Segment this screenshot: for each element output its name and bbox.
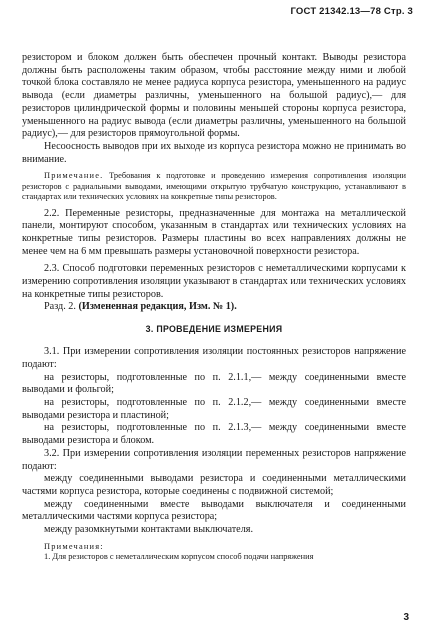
paragraph-3-2: 3.2. При измерении сопротивления изоляции переменных резисторов напряжение подают:	[22, 447, 406, 472]
note-1-label: Примечание.	[44, 171, 104, 181]
notes-item-1: 1. Для резисторов с неметаллическим корпусом способ подачи напряжения	[44, 552, 314, 562]
paragraph-misalignment: Несоосность выводов при их выходе из корпуса резистора можно не принимать во внимание.	[22, 140, 406, 165]
paragraph-3-2-item-3: между разомкнутыми контактами выключателя.	[44, 524, 254, 536]
page-number: 3	[403, 612, 409, 623]
paragraph-3-1-item-1: на резисторы, подготовленные по п. 2.1.1,— между соединенными вместе выводами и фольгой;	[22, 371, 406, 396]
running-header: ГОСТ 21342.13—78 Стр. 3	[290, 6, 413, 17]
paragraph-3-1-item-3: на резисторы, подготовленные по п. 2.1.3,— между соединенными вместе выводами резистора и блоком.	[22, 422, 406, 447]
paragraph-2-2: 2.2. Переменные резисторы, предназначенные для монтажа на металлической панели, монтируют способом, указанным в стандартах или технических условиях на конкретные типы резисторов. Размеры пластины во всех направлениях должны не менее чем на 6 мм превышать размеры установочной поверхности резистора.	[22, 207, 406, 257]
note-1-text: Требования к подготовке и проведению измерения сопротивления изоляции резисторов с радиальными выводами, имеющими открытую трубчатую конструкцию, устанавливают в стандартах или технических условиях на конкретные типы резисторов.	[22, 171, 406, 202]
notes-label: Примечания:	[44, 541, 104, 551]
note-1	[22, 171, 406, 202]
amendment-note	[22, 301, 406, 314]
section-title: 3. ПРОВЕДЕНИЕ ИЗМЕРЕНИЯ	[145, 324, 283, 335]
amendment-text: (Измененная редакция, Изм. № 1).	[78, 301, 237, 313]
paragraph-3-1: 3.1. При измерении сопротивления изоляции постоянных резисторов напряжение подают:	[22, 346, 406, 370]
paragraph-2-3: 2.3. Способ подготовки переменных резисторов с неметаллическими корпусами к измерению сопротивления изоляции указывают в стандартах или технических условиях на конкретные типы резисторов.	[22, 263, 406, 300]
paragraph-3-2-item-1: между соединенными выводами резистора и соединенными металлическими частями корпуса резистора, которые соединены с подвижной системой;	[22, 473, 406, 497]
paragraph-continuation: резистором и блоком должен быть обеспечен прочный контакт. Выводы резистора должны быть расположены таким образом, чтобы расстояние между ними и любой точкой блока составляло не менее радиуса корпуса резистора, уменьшенного на радиус вывода (если диаметры различны, уменьшенного на большой радиус),— для резисторов цилиндрической формы и половины меньшей стороны корпуса резистора, уменьшенного на радиус вывода (если диаметры различны, уменьшенного на большой радиус),— для резисторов прямоугольной формы.	[22, 52, 406, 140]
page-body	[22, 52, 406, 563]
paragraph-3-2-item-2: между соединенными вместе выводами выключателя и соединенными металлическими частями корпуса резистора;	[22, 498, 406, 523]
paragraph-3-1-item-2: на резисторы, подготовленные по п. 2.1.2,— между соединенными вместе выводами резистора и пластиной;	[22, 396, 406, 421]
amendment-section: Разд. 2.	[44, 301, 79, 313]
